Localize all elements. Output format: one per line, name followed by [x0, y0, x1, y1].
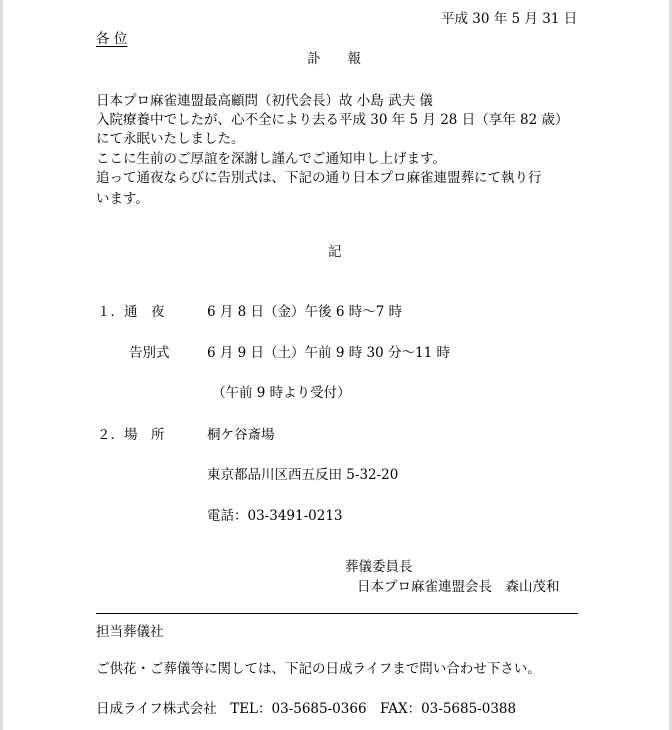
body-line: 追って通夜ならびに告別式は、下記の通り日本プロ麻雀連盟葬にて執り行 [96, 170, 542, 186]
venue-name: 桐ケ谷斎場 [207, 427, 275, 443]
item1-label: １．通 夜 [97, 304, 165, 320]
wake-schedule: 6 月 8 日（金）午後 6 時〜7 時 [207, 304, 403, 320]
funeral-schedule: 6 月 9 日（土）午前 9 時 30 分〜11 時 [207, 345, 450, 361]
body-line: 入院療養中でしたが、心不全により去る平成 30 年 5 月 28 日（享年 82 歳） [96, 112, 569, 128]
venue-phone: 電話：03-3491-0213 [207, 508, 343, 524]
body-line: います。 [96, 191, 149, 207]
body-line: 日本プロ麻雀連盟最高顧問（初代会長）故 小島 武夫 儀 [96, 93, 433, 109]
body-line: ここに生前のご厚誼を深謝し謹んでご通知申し上げます。 [96, 151, 446, 167]
footer-section-title: 担当葬儀社 [96, 624, 164, 640]
funeral-label: 告別式 [129, 345, 170, 361]
footer-inquiry: ご供花・ご葬儀等に関しては、下記の日成ライフまで問い合わせ下さい。 [96, 661, 541, 677]
item2-label: ２．場 所 [97, 427, 165, 443]
footer-company-contact: 日成ライフ株式会社 TEL：03-5685-0366 FAX：03-5685-0388 [96, 701, 517, 717]
addressee: 各 位 [96, 31, 128, 47]
document-date: 平成 30 年 5 月 31 日 [441, 11, 578, 27]
footer-divider [96, 613, 578, 614]
page-edge-left [0, 0, 3, 730]
venue-address: 東京都品川区西五反田 5-32-20 [207, 467, 399, 483]
body-line: にて永眠いたしました。 [96, 131, 245, 147]
notice-heading: 記 [328, 244, 342, 260]
document-title: 訃 報 [307, 51, 361, 67]
reception-note: （午前 9 時より受付） [212, 385, 351, 401]
signature-role: 葬儀委員長 [345, 559, 413, 575]
signature-name: 日本プロ麻雀連盟会長 森山茂和 [357, 579, 560, 595]
